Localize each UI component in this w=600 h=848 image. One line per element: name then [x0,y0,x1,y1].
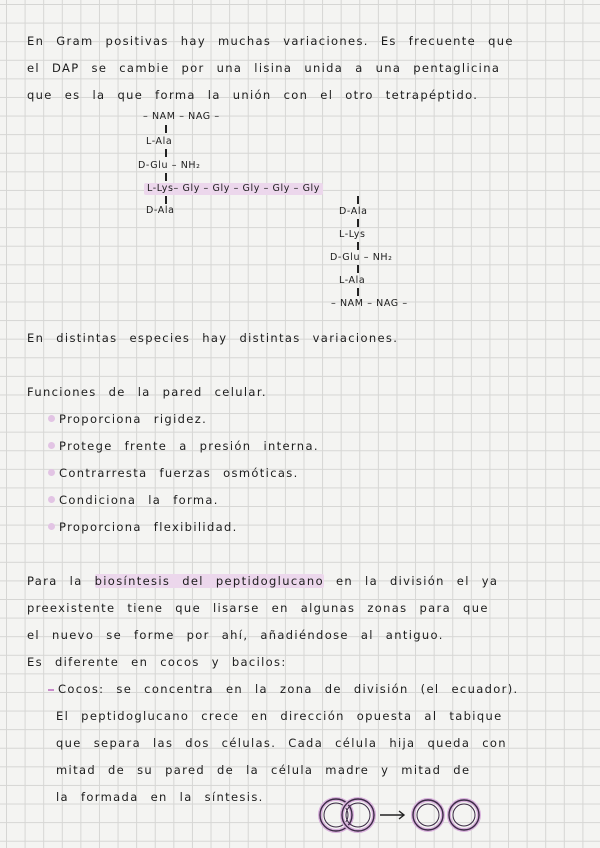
top-l-ala: L-Ala [146,136,173,147]
bullet-dot [48,523,55,530]
bond-line [357,196,359,204]
function-item-2: Protege frente a presión interna. [59,439,319,453]
biosynthesis-line-4: Es diferente en cocos y bacilos: [27,655,287,669]
bond-line [357,265,359,273]
biosynthesis-line-9: la formada en la síntesis. [56,790,264,804]
biosynthesis-line-3: el nuevo se forme por ahí, añadiéndose al antiguo. [27,628,444,642]
bottom-nam-nag: – NAM – NAG – [331,298,408,309]
bond-line [357,288,359,296]
lys-gly-bridge [144,183,323,195]
bond-line [165,149,167,157]
intro-line-2: el DAP se cambie por una lisina unida a una pentaglicina [27,61,501,75]
biosynthesis-line-6: El peptidoglucano crece en dirección opuesta al tabique [56,709,503,723]
bond-line [357,219,359,227]
bond-line [165,173,167,181]
functions-title: Funciones de la pared celular. [27,385,267,399]
bullet-dot [48,442,55,449]
bottom-d-glu: D-Glu – NH₂ [330,252,393,263]
intro-line-3: que es la que forma la unión con el otro tetrapéptido. [27,88,479,102]
top-nam-nag: – NAM – NAG – [143,111,220,122]
biosynthesis-line-2: preexistente tiene que lisarse en algunas zonas para que [27,601,489,615]
biosynthesis-line-5: Cocos: se concentra en la zona de división (el ecuador). [58,682,519,696]
bottom-l-lys: L-Lys [339,229,366,240]
biosynthesis-highlight: biosíntesis del peptidoglucano [94,574,324,588]
pentaglycine-bridge: – Gly – Gly – Gly – Gly – Gly [173,183,320,194]
dividing-cell-icon [320,799,374,831]
top-d-glu: D-Glu – NH₂ [138,160,201,171]
biosynthesis-line-1 [27,574,498,588]
biosynthesis-line-1-end: en la división el ya [335,574,499,588]
bond-line [357,242,359,250]
function-item-3: Contrarresta fuerzas osmóticas. [59,466,299,480]
biosynthesis-line-8: mitad de su pared de la célula madre y mitad de [56,763,471,777]
biosynthesis-line-7: que separa las dos células. Cada célula hija queda con [56,736,507,750]
bullet-dot [48,469,55,476]
bottom-l-ala: L-Ala [339,275,366,286]
function-item-1: Proporciona rigidez. [59,412,208,426]
bond-line [165,125,167,133]
daughter-cells-icon [413,800,479,830]
bond-line [165,196,167,204]
cell-division-sketch [314,794,486,836]
species-line: En distintas especies hay distintas variaciones. [27,331,399,345]
top-l-lys: L-Lys [147,183,174,194]
function-item-5: Proporciona flexibilidad. [59,520,238,534]
dash-bullet [48,689,54,691]
arrow-right-icon [380,811,404,819]
biosynthesis-line-1-start: Para la [27,574,83,588]
function-item-4: Condiciona la forma. [59,493,219,507]
top-d-ala: D-Ala [146,205,175,216]
bottom-d-ala: D-Ala [339,206,368,217]
bullet-dot [48,496,55,503]
bullet-dot [48,415,55,422]
intro-line-1: En Gram positivas hay muchas variaciones. Es frecuente que [27,34,514,48]
